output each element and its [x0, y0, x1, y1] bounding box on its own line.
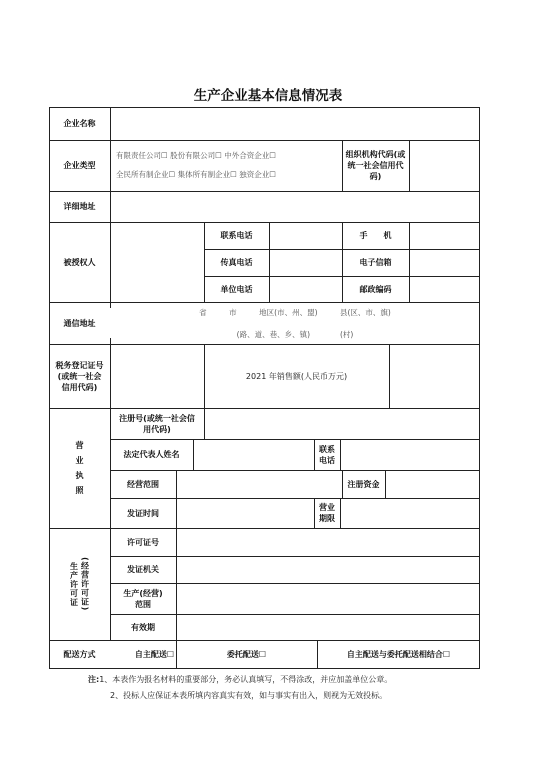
business-scope-label: 经营范围	[127, 479, 159, 489]
rule	[340, 498, 341, 528]
contact-tel-label: 联系电话	[319, 444, 335, 465]
note-text-1: 1、本表作为报名材料的重要部分，务必认真填写，不得涂改，并应加盖单位公章。	[99, 675, 393, 684]
production-permit-label	[49, 528, 110, 640]
fax-label: 传真电话	[220, 258, 253, 267]
email-label: 电子信箱	[359, 258, 392, 267]
delivery-combined-checkbox[interactable]: 自主配送与委托配送相结合☐	[346, 650, 451, 659]
authorized-person-label: 被授权人	[63, 257, 96, 267]
valid-period-label: 有效期	[131, 622, 155, 632]
rule	[409, 222, 410, 302]
org-code-field[interactable]	[410, 141, 479, 191]
company-name-field[interactable]	[111, 108, 479, 140]
company-type-label: 企业类型	[63, 161, 96, 170]
rule	[176, 528, 177, 640]
production-permit-title: 生产许可证	[69, 561, 79, 607]
business-license-label: 营 业 执 照	[75, 441, 84, 495]
business-term-label: 营业期限	[319, 503, 335, 523]
detail-address-label: 详细地址	[63, 202, 96, 211]
issue-date-label: 发证时间	[127, 508, 159, 518]
tax-cert-label: 税务登记证号(或统一社会信用代码)	[55, 360, 104, 392]
issuing-authority-label: 发证机关	[127, 565, 159, 574]
rule	[340, 439, 341, 470]
contact-phone-label: 联系电话	[220, 231, 253, 240]
note-line-2: 2、投标人应保证本表所填内容真实有效，如与事实有出入，则视为无效投标。	[110, 691, 388, 700]
rule	[385, 470, 386, 498]
note-prefix: 注:	[88, 675, 100, 684]
permit-no-label: 许可证号	[127, 537, 159, 547]
rule	[193, 439, 194, 470]
rule	[204, 408, 205, 439]
reg-no-label: 注册号(或统一社会信用代码)	[119, 413, 195, 434]
delivery-method-label: 配送方式	[63, 650, 96, 659]
page-title: 生产企业基本信息情况表	[193, 88, 343, 104]
rule	[176, 498, 177, 528]
mobile-label: 手 机	[359, 231, 392, 240]
address-line-2[interactable]: (路、道、巷、乡、镇) (村)	[236, 329, 354, 339]
production-scope-label: 生产(经营)范围	[123, 588, 163, 609]
postal-code-label: 邮政编码	[359, 284, 392, 294]
company-type-options-row2[interactable]: 全民所有制企业☐ 集体所有制企业☐ 独资企业☐	[116, 169, 276, 179]
sales-2021-label: 2021 年销售额(人民币万元)	[245, 371, 348, 381]
mail-address-label: 通信地址	[63, 318, 96, 328]
reg-capital-label: 注册资金	[347, 479, 380, 489]
rule	[49, 302, 480, 303]
company-type-options-row1[interactable]: 有限责任公司☐ 股份有限公司☐ 中外合资企业☐	[116, 150, 276, 160]
legal-rep-label: 法定代表人姓名	[123, 450, 180, 459]
address-line-1[interactable]: 省 市 地区(市、州、盟) 县(区、市、旗)	[199, 307, 391, 317]
work-phone-label: 单位电话	[220, 284, 253, 294]
sales-2021-field[interactable]	[390, 345, 479, 408]
rule	[176, 470, 177, 498]
note-line-1	[88, 674, 392, 685]
delivery-entrust-checkbox[interactable]: 委托配送☐	[226, 650, 267, 659]
company-name-label: 企业名称	[63, 119, 96, 128]
tax-cert-field[interactable]	[111, 345, 204, 408]
detail-address-field[interactable]	[111, 192, 479, 222]
org-code-label: 组织机构代码(或统一社会信用代码)	[345, 150, 406, 181]
delivery-self-checkbox[interactable]: 自主配送☐	[134, 650, 174, 659]
production-permit-subtitle: (经营许可证)	[80, 556, 90, 612]
rule	[269, 222, 270, 302]
authorized-person-field[interactable]	[111, 223, 204, 302]
